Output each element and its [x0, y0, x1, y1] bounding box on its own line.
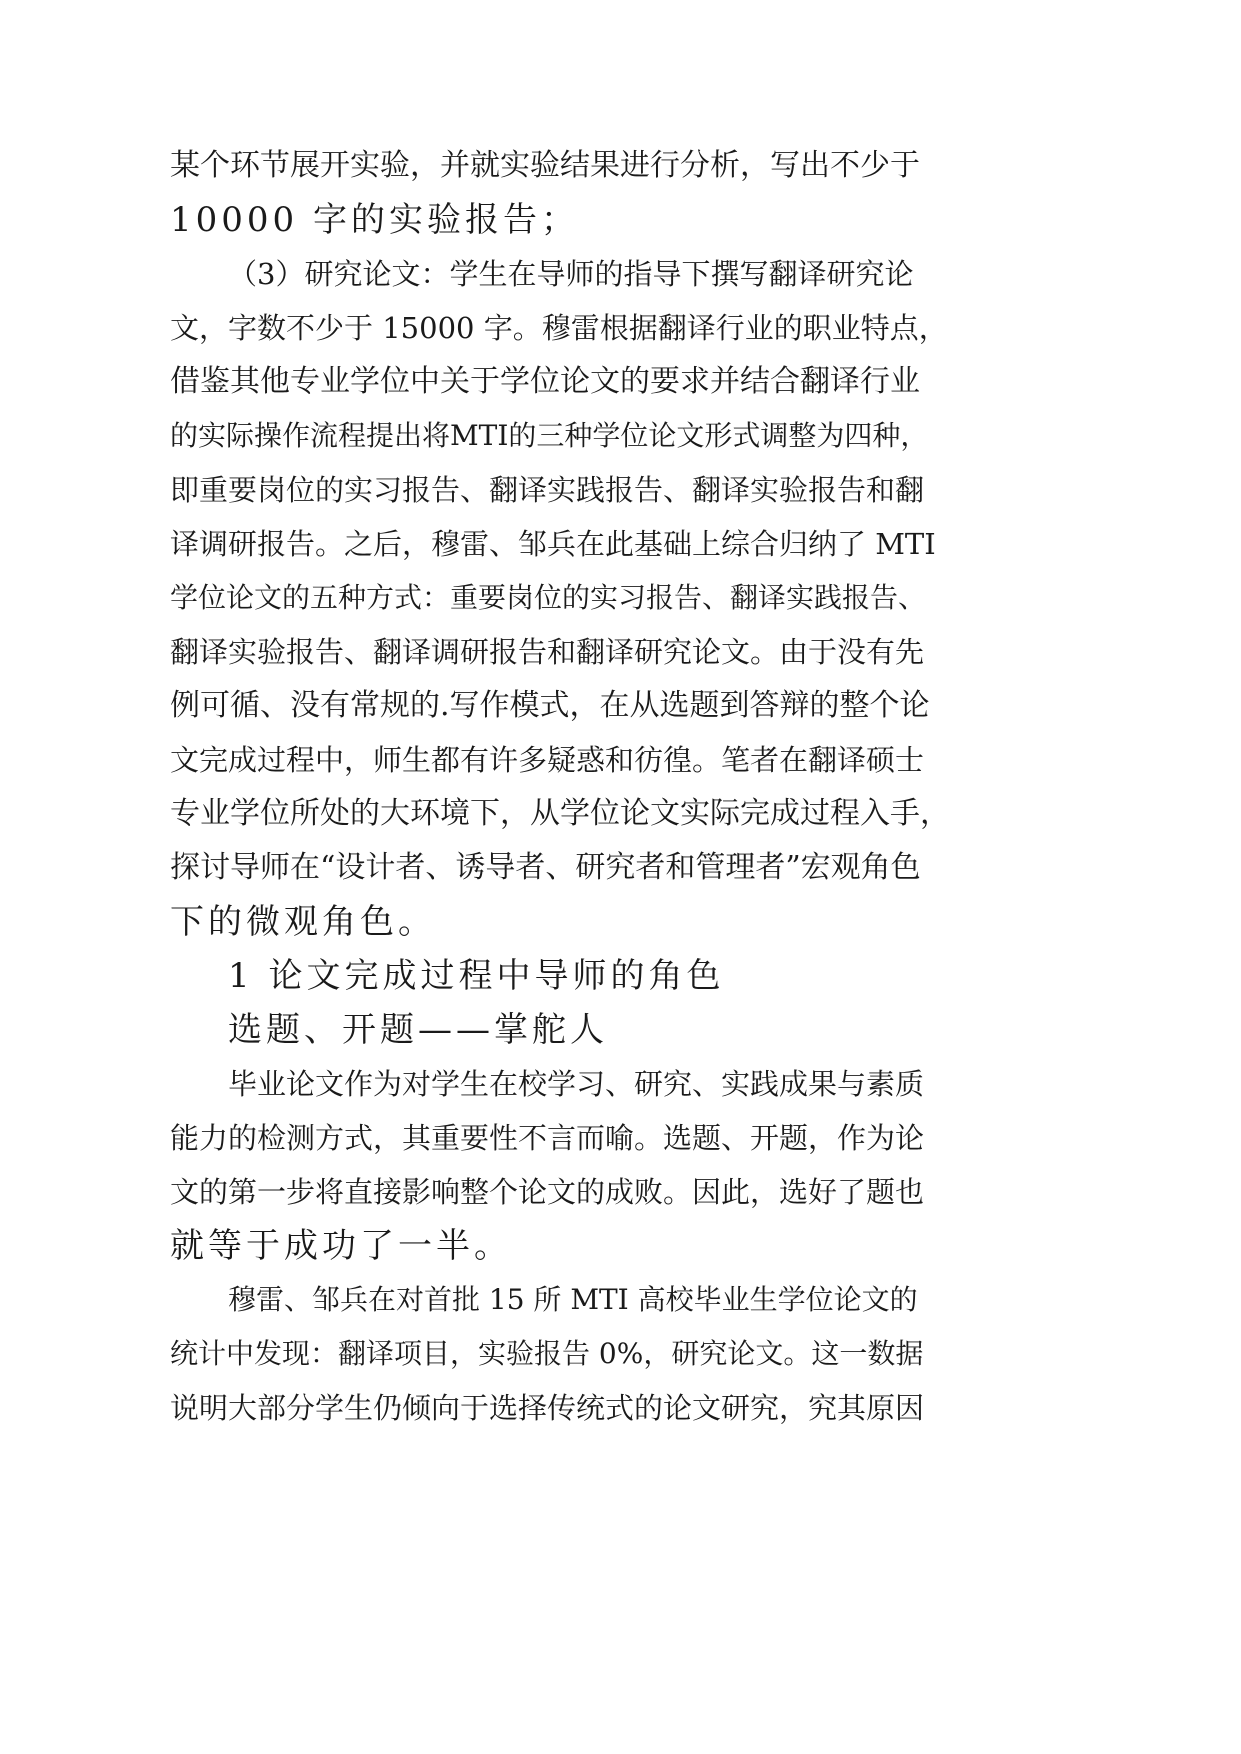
text-line: 译调研报告。之后，穆雷、邹兵在此基础上综合归纳了 MTI	[170, 527, 936, 561]
text-line: 说明大部分学生仍倾向于选择传统式的论文研究，究其原因	[170, 1391, 925, 1425]
text-line: 统计中发现：翻译项目，实验报告 0%，研究论文。这一数据	[170, 1337, 924, 1370]
text-line: 专业学位所处的大环境下，从学位论文实际完成过程入手，	[170, 796, 950, 831]
section-heading: 1 论文完成过程中导师的角色	[228, 956, 725, 996]
text-line: 文，字数不少于 15000 字。穆雷根据翻译行业的职业特点，	[170, 311, 948, 345]
text-line: 探讨导师在“设计者、诱导者、研究者和管理者”宏观角色	[170, 850, 921, 885]
text-line: 的实际操作流程提出将MTI的三种学位论文形式调整为四种，	[170, 419, 929, 452]
subsection-heading: 选题、开题——掌舵人	[228, 1010, 608, 1050]
text-line: 文的第一步将直接影响整个论文的成败。因此，选好了题也	[170, 1175, 925, 1209]
text-line: 穆雷、邹兵在对首批 15 所 MTI 高校毕业生学位论文的	[228, 1283, 918, 1316]
text-line: 毕业论文作为对学生在校学习、研究、实践成果与素质	[228, 1067, 925, 1101]
text-line: 例可循、没有常规的.写作模式，在从选题到答辩的整个论	[170, 688, 930, 723]
text-line: 即重要岗位的实习报告、翻译实践报告、翻译实验报告和翻	[170, 473, 925, 507]
text-line: 就等于成功了一半。	[170, 1226, 512, 1266]
text-line: 能力的检测方式，其重要性不言而喻。选题、开题，作为论	[170, 1121, 925, 1155]
text-line: 借鉴其他专业学位中关于学位论文的要求并结合翻译行业	[170, 364, 920, 399]
text-line: 某个环节展开实验，并就实验结果进行分析，写出不少于	[170, 148, 920, 183]
text-line: （3）研究论文：学生在导师的指导下撰写翻译研究论	[228, 257, 914, 291]
text-line: 下的微观角色。	[170, 902, 436, 942]
text-line: 翻译实验报告、翻译调研报告和翻译研究论文。由于没有先	[170, 635, 925, 669]
text-line: 文完成过程中，师生都有许多疑惑和彷徨。笔者在翻译硕士	[170, 743, 925, 777]
text-line: 10000 字的实验报告；	[170, 200, 579, 240]
text-line: 学位论文的五种方式：重要岗位的实习报告、翻译实践报告、	[170, 581, 927, 614]
